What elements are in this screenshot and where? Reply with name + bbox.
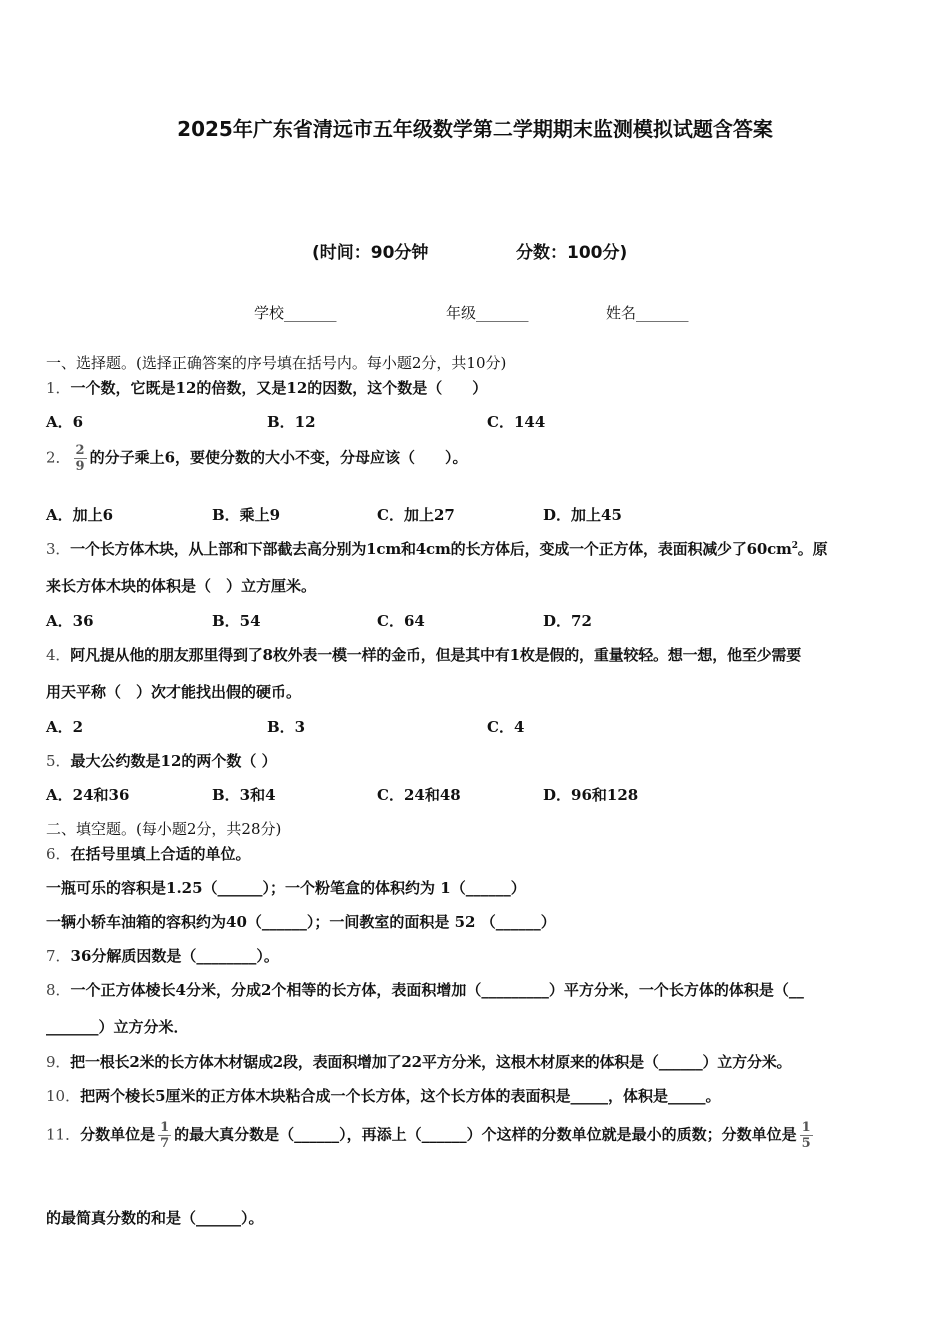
q1-option-a[interactable]: A．6 [46, 413, 84, 431]
section1-heading: 一、选择题。(选择正确答案的序号填在括号内。每小题2分，共10分) [46, 354, 507, 372]
fraction-numerator: 1 [160, 1120, 170, 1135]
q3-option-c[interactable]: C．64 [377, 612, 425, 630]
question-6-line2: 一辆小轿车油箱的容积约为40（______）；一间教室的面积是 52 （______） [46, 913, 556, 931]
page-title: 2025年广东省清远市五年级数学第二学期期末监测模拟试题含答案 [177, 117, 773, 141]
question-number: 10． [46, 1087, 81, 1105]
exam-time: (时间：90分钟 [312, 243, 429, 263]
grade-field[interactable]: 年级_______ [446, 304, 529, 322]
q1-option-b[interactable]: B．12 [267, 413, 316, 431]
question-number: 2． [46, 448, 71, 467]
q5-option-b[interactable]: B．3和4 [212, 786, 276, 804]
question-11-line2: 的最简真分数的和是（______）。 [46, 1209, 264, 1227]
name-field[interactable]: 姓名_______ [606, 304, 689, 322]
fraction [74, 443, 87, 474]
question-number: 5． [46, 752, 71, 770]
question-2 [46, 443, 468, 474]
question-3-line1 [46, 538, 827, 559]
fraction-numerator: 2 [75, 443, 85, 458]
question-8-line2: _______）立方分米． [46, 1018, 189, 1036]
question-5 [46, 750, 277, 771]
q3-option-a[interactable]: A．36 [46, 612, 94, 630]
question-text: 的分子乘上6，要使分数的大小不变，分母应该（ ）。 [89, 448, 468, 467]
question-text: 一个长方体木块，从上部和下部截去高分别为1cm和4cm的长方体后，变成一个正方体，表面积减少了60cm [70, 540, 792, 558]
question-text: 最大公约数是12的两个数（ ） [70, 752, 277, 770]
question-11-line1 [46, 1120, 816, 1151]
question-number: 4． [46, 646, 71, 664]
q4-option-c[interactable]: C．4 [487, 718, 525, 736]
question-text: 把两个棱长5厘米的正方体木块粘合成一个长方体，这个长方体的表面积是_____，体积是_____。 [80, 1087, 721, 1105]
fraction-denominator: 5 [801, 1136, 811, 1151]
question-4-line1 [46, 644, 801, 665]
q5-option-d[interactable]: D．96和128 [543, 786, 639, 804]
question-4-line2: 用天平称（ ）次才能找出假的硬币。 [46, 683, 302, 701]
question-1 [46, 377, 487, 398]
section2-heading: 二、填空题。(每小题2分，共28分) [46, 820, 282, 838]
fraction-numerator: 1 [801, 1120, 811, 1135]
question-number: 6． [46, 845, 71, 863]
fraction [800, 1120, 813, 1151]
q4-option-a[interactable]: A．2 [46, 718, 84, 736]
question-text: 在括号里填上合适的单位。 [70, 845, 251, 863]
q4-option-b[interactable]: B．3 [267, 718, 306, 736]
question-number: 8． [46, 981, 71, 999]
q5-option-a[interactable]: A．24和36 [46, 786, 130, 804]
fraction [158, 1120, 171, 1151]
school-field[interactable]: 学校_______ [254, 304, 337, 322]
question-text: 一个数，它既是12的倍数，又是12的因数，这个数是（ ） [70, 379, 488, 397]
question-9 [46, 1051, 791, 1072]
fraction-denominator: 7 [160, 1136, 170, 1151]
q2-option-b[interactable]: B．乘上9 [212, 506, 281, 524]
q3-option-b[interactable]: B．54 [212, 612, 261, 630]
q2-option-a[interactable]: A．加上6 [46, 506, 114, 524]
question-text: 把一根长2米的长方体木材锯成2段，表面积增加了22平方分米，这根木材原来的体积是（______）立方分米。 [70, 1053, 792, 1071]
question-number: 7． [46, 947, 71, 965]
question-6-line1: 一瓶可乐的容积是1.25（______）；一个粉笔盒的体积约为 1（______） [46, 879, 526, 897]
question-number: 3． [46, 540, 71, 558]
q3-option-d[interactable]: D．72 [543, 612, 592, 630]
question-10 [46, 1085, 721, 1106]
question-7 [46, 945, 279, 966]
q2-option-c[interactable]: C．加上27 [377, 506, 455, 524]
question-number: 1． [46, 379, 71, 397]
q5-option-c[interactable]: C．24和48 [377, 786, 461, 804]
question-6 [46, 843, 251, 864]
question-8-line1 [46, 979, 804, 1000]
question-text: 的最大真分数是（______），再添上（______）个这样的分数单位就是最小的质数；分数单位是 [174, 1125, 797, 1144]
exam-score: 分数：100分) [516, 243, 628, 263]
q2-option-d[interactable]: D．加上45 [543, 506, 622, 524]
question-number: 9． [46, 1053, 71, 1071]
q1-option-c[interactable]: C．144 [487, 413, 546, 431]
question-text: 36分解质因数是（________）。 [70, 947, 279, 965]
question-text-end: 。原 [797, 540, 828, 558]
question-number: 11． [46, 1125, 81, 1144]
question-3-line2: 来长方体木块的体积是（ ）立方厘米。 [46, 577, 317, 595]
fraction-denominator: 9 [75, 459, 85, 474]
question-text: 分数单位是 [80, 1125, 156, 1144]
question-text: 一个正方体棱长4分米，分成2个相等的长方体，表面积增加（_________）平方分米，一个长方体的体积是（__ [70, 981, 804, 999]
question-text: 阿凡提从他的朋友那里得到了8枚外表一模一样的金币，但是其中有1枚是假的，重量较轻。想一想，他至少需要 [70, 646, 802, 664]
superscript: 2 [791, 541, 798, 551]
